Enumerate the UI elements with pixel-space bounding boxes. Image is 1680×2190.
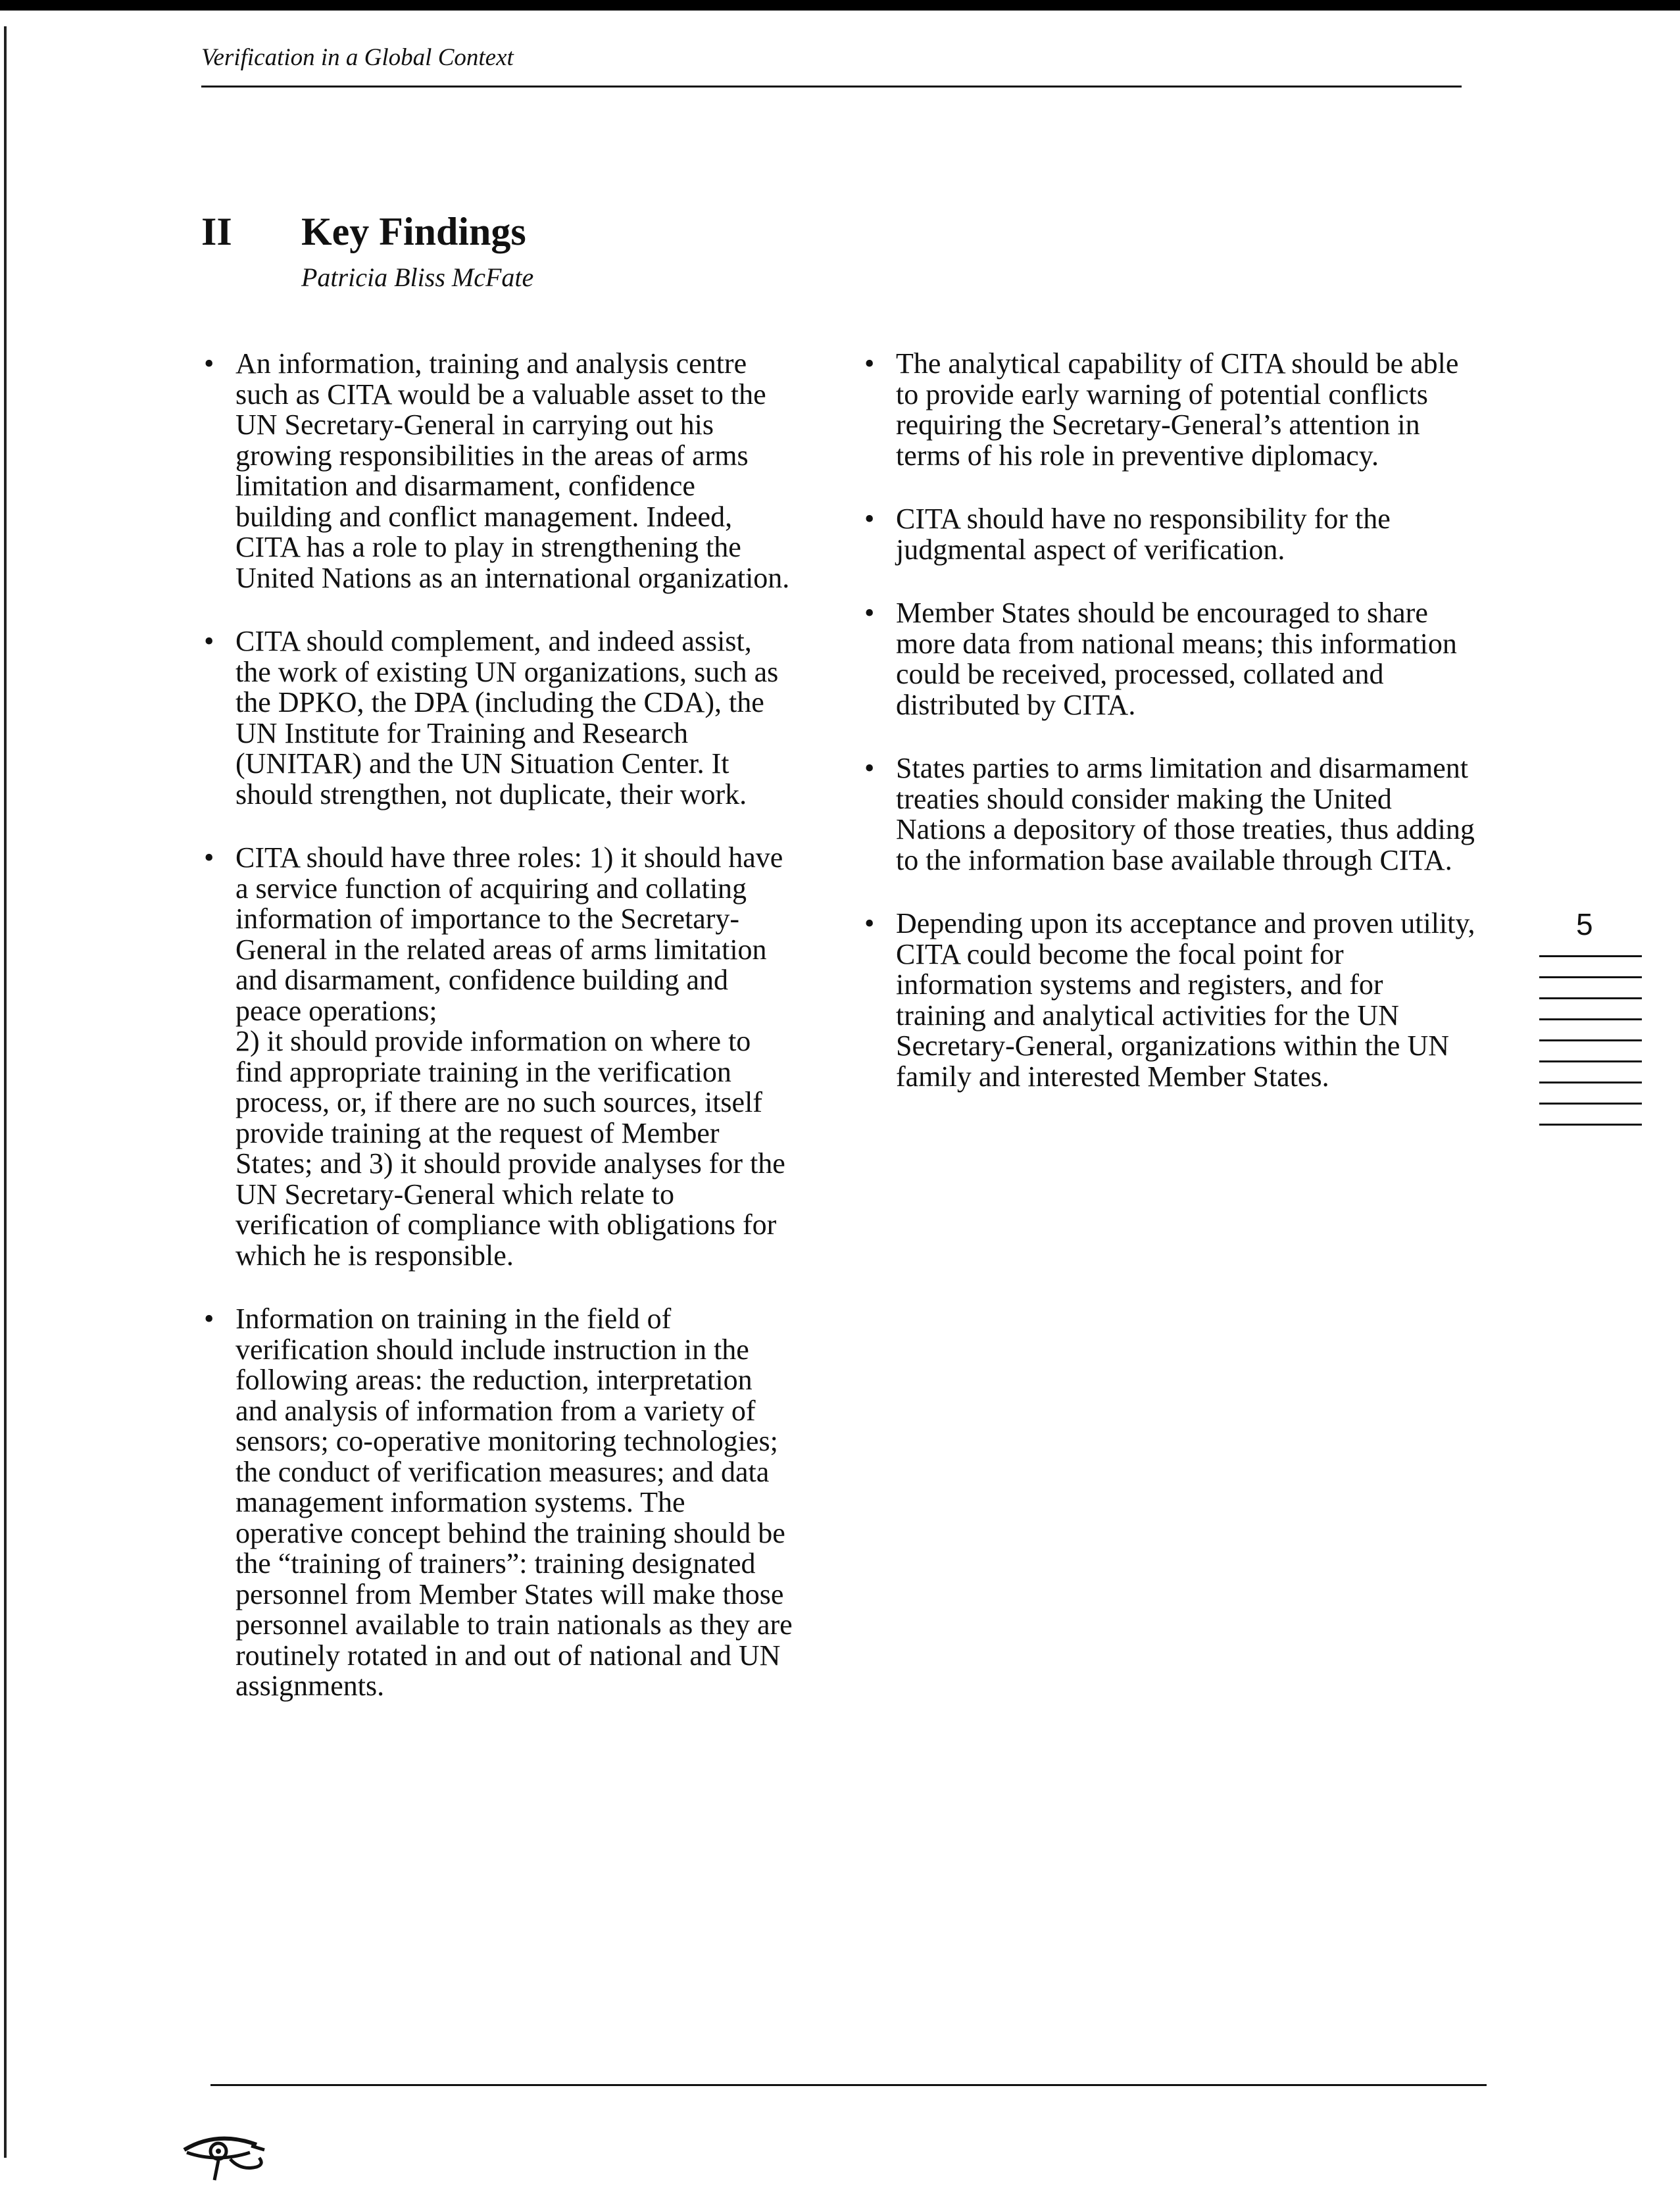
scan-top-edge [0,0,1680,11]
bullet-icon: • [864,907,875,939]
finding-text: CITA should have no responsibility for the judgmental aspect of verification. [896,503,1391,566]
margin-rule [1539,976,1642,978]
list-item [201,626,793,810]
finding-text: The analytical capability of CITA should be able to provide early warning of potential conflicts requiring the Secretary-General’s attention in terms of his role in preventive diplomacy. [896,347,1459,472]
bullet-icon: • [864,597,875,629]
finding-text: Member States should be encouraged to share more data from national means; this information could be received, processed, collated and distributed by CITA. [896,597,1457,721]
scan-left-edge [4,26,7,2158]
bullet-icon: • [204,1303,214,1335]
bullet-icon: • [864,347,875,380]
bullet-icon: • [864,752,875,784]
list-item [201,1304,793,1702]
margin-rule [1539,1018,1642,1020]
list-item [862,504,1480,565]
bullet-icon: • [204,625,214,657]
margin-rule [1539,1082,1642,1083]
finding-text: Depending upon its acceptance and proven utility, CITA could become the focal point for information systems and registers, and for training and analytical activities for the UN Secretary-General, organizations within the UN family and interested Member States. [896,907,1475,1093]
bullet-icon: • [204,841,214,874]
list-item [201,349,793,593]
section-number: II [201,210,232,253]
finding-text: An information, training and analysis centre such as CITA would be a valuable asset to the UN Secretary-General in carrying out his growing responsibilities in the areas of arms limitation and disarmament, confidence building and conflict management. Indeed, CITA has a role to play in strengthening the United Nations as an international organization. [235,347,790,594]
margin-rule [1539,1039,1642,1041]
finding-text: States parties to arms limitation and disarmament treaties should consider making the United Nations a depository of those treaties, thus adding to the information base available through CITA. [896,752,1475,876]
margin-rule [1539,1103,1642,1105]
left-column [201,349,793,1735]
margin-rule [1539,1060,1642,1062]
list-item [201,843,793,1271]
left-bullet-list [201,349,793,1702]
margin-rule [1539,997,1642,999]
section-author: Patricia Bliss McFate [301,262,534,292]
finding-text: CITA should complement, and indeed assist, the work of existing UN organizations, such as the DPKO, the DPA (including the CDA), the UN Institute for Training and Research (UNITAR) and the UN Situation Center. It should strengthen, not duplicate, their work. [235,625,779,810]
bullet-icon: • [204,347,214,380]
running-head: Verification in a Global Context [201,44,514,71]
list-item [862,908,1480,1092]
list-item [862,349,1480,471]
finding-text-continuation: 2) it should provide information on where to find appropriate training in the verification process, or, if there are no such sources, itself provide training at the request of Member States; and 3) it should provide analyses for the UN Secretary-General which relate to verification of compliance with obligations for which he is responsible. [235,1025,785,1272]
margin-rule [1539,1124,1642,1126]
list-item [862,598,1480,720]
header-rule [201,86,1462,87]
right-bullet-list [862,349,1480,1092]
finding-text: CITA should have three roles: 1) it should have a service function of acquiring and collating information of importance to the Secretary-General in the related areas of arms limitation and disarmament, confidence building and peace operations; [235,841,783,1027]
bullet-icon: • [864,503,875,535]
section-title: Key Findings [301,210,526,253]
finding-text: Information on training in the field of verification should include instruction in the following areas: the reduction, interpretation and analysis of information from a variety of sensors; co-operative monitoring technologies; the conduct of verification measures; and data management information systems. The operative concept behind the training should be the “training of trainers”: training designated personnel from Member States will make those personnel available to train nationals as they are routinely rotated in and out of national and UN assignments. [235,1303,793,1702]
margin-rule [1539,955,1642,957]
list-item [862,753,1480,876]
page-number: 5 [1576,907,1593,941]
right-column [862,349,1480,1125]
footer-rule [210,2084,1487,2086]
eye-logo-icon [178,2130,270,2183]
